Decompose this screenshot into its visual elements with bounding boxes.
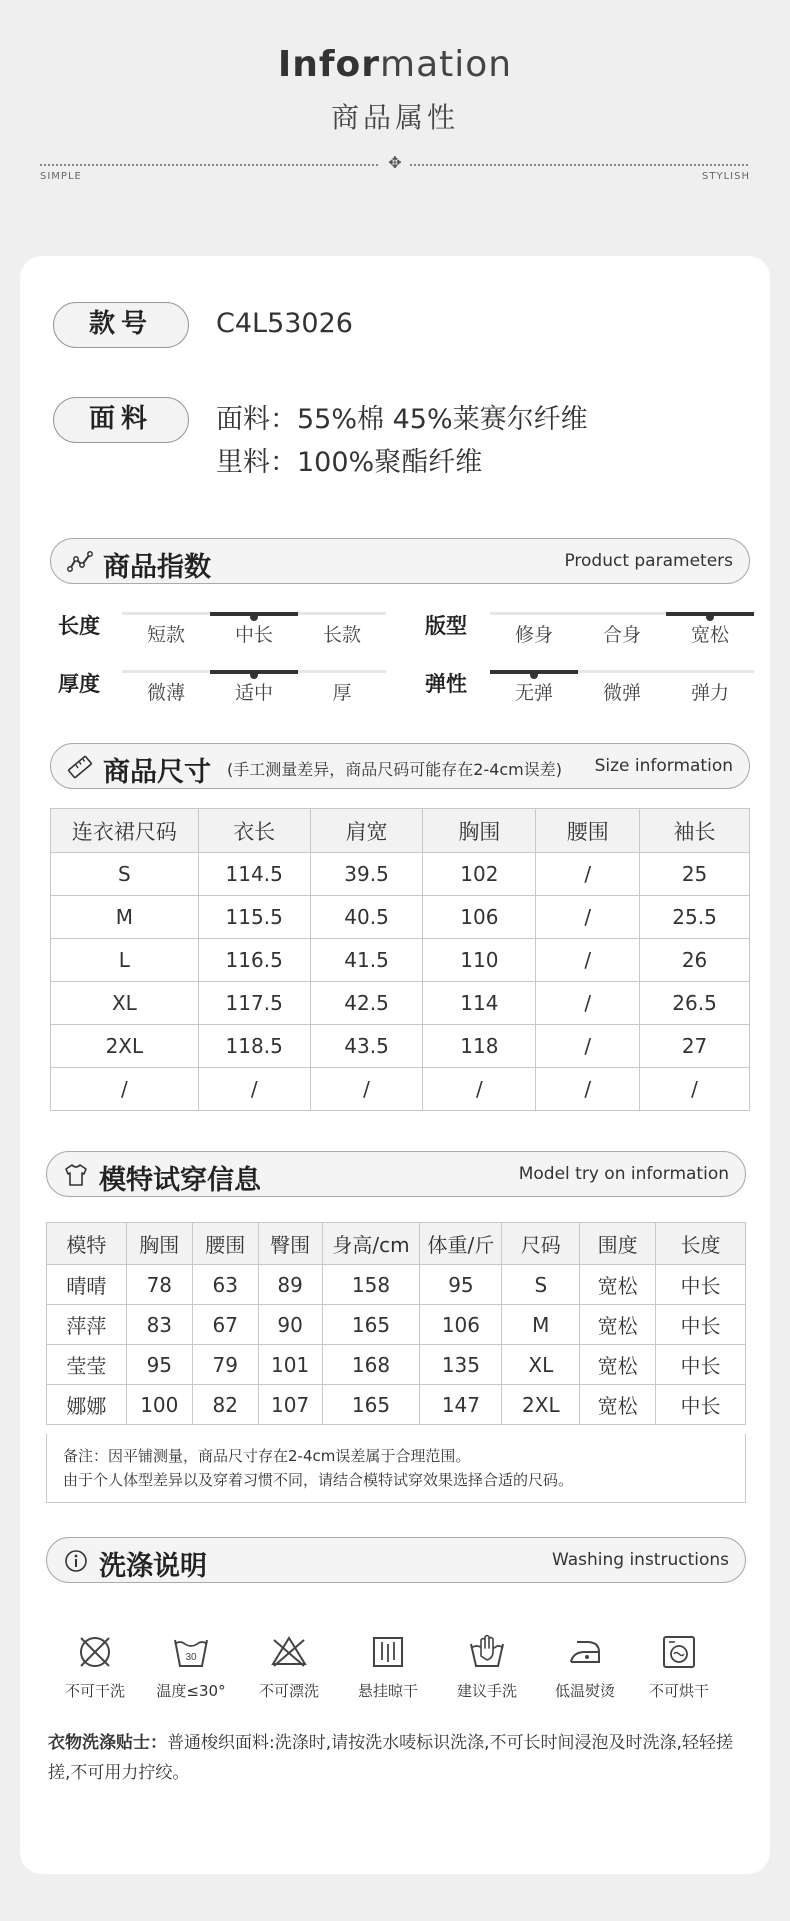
trend-line-icon [67,549,93,575]
table-cell: 中长 [656,1385,746,1425]
table-cell: XL [502,1345,580,1385]
model-note-line: 备注：因平铺测量，商品尺寸存在2-4cm误差属于合理范围。 [63,1447,471,1465]
table-cell: 82 [192,1385,258,1425]
table-cell: 25 [640,853,750,896]
table-cell: 168 [322,1345,420,1385]
table-cell: 115.5 [198,896,310,939]
table-cell: 101 [258,1345,322,1385]
table-cell: 118.5 [198,1025,310,1068]
param-label-length: 长度 [58,614,100,638]
table-header-cell: 衣长 [198,809,310,853]
table-cell: / [310,1068,423,1111]
tag-stylish: STYLISH [702,171,750,182]
table-cell: 晴晴 [47,1265,127,1305]
divider-right [410,164,748,166]
wash-label: 悬挂晾干 [357,1682,418,1700]
table-header-cell: 腰围 [192,1223,258,1265]
table-cell: 中长 [656,1265,746,1305]
section-title-en: Model try on information [518,1164,729,1184]
table-cell: 158 [322,1265,420,1305]
table-cell: 宽松 [580,1265,656,1305]
table-cell: 117.5 [198,982,310,1025]
wash-label: 温度≤30° [156,1682,226,1700]
table-cell: / [536,1068,640,1111]
table-cell: S [502,1265,580,1305]
no-bleach-item [244,1632,334,1701]
washing-instructions-header [46,1537,746,1583]
table-cell: 106 [423,896,536,939]
table-row [47,1385,746,1425]
no-dry-clean-icon [75,1632,115,1672]
table-cell: / [536,1025,640,1068]
table-header-cell: 连衣裙尺码 [51,809,199,853]
hand-wash-icon [467,1632,507,1672]
table-cell: 宽松 [580,1305,656,1345]
low-iron-icon [565,1632,605,1672]
table-cell: 娜娜 [47,1385,127,1425]
param-option: 弹力 [690,682,729,704]
table-cell: 95 [126,1345,192,1385]
size-information-header [50,743,750,789]
table-cell: 118 [423,1025,536,1068]
table-cell: L [51,939,199,982]
table-cell: 89 [258,1265,322,1305]
table-cell: 中长 [656,1305,746,1345]
table-cell: 40.5 [310,896,423,939]
table-cell: 26 [640,939,750,982]
tag-simple: SIMPLE [40,171,82,182]
table-cell: 83 [126,1305,192,1345]
table-cell: 100 [126,1385,192,1425]
table-cell: 宽松 [580,1385,656,1425]
table-cell: / [536,939,640,982]
table-cell: 78 [126,1265,192,1305]
section-title-en: Washing instructions [551,1550,729,1570]
washing-tip [48,1728,752,1788]
param-option: 微薄 [146,682,185,704]
fabric-label: 面料 [53,397,189,443]
table-header-cell: 胸围 [126,1223,192,1265]
table-cell: 宽松 [580,1345,656,1385]
page-title: Information [277,44,513,85]
section-title: 商品指数 [103,552,211,583]
table-header-row [47,1223,746,1265]
product-parameters-header [50,538,750,584]
param-selected-dot [706,613,714,621]
wash-label: 不可漂洗 [258,1682,319,1700]
table-cell: S [51,853,199,896]
param-option: 合身 [602,624,641,646]
wash-label: 不可干洗 [64,1682,125,1700]
table-cell: 67 [192,1305,258,1345]
param-option: 修身 [514,624,553,646]
table-row [51,1025,750,1068]
style-number-value: C4L53026 [216,308,353,339]
divider-left [40,164,378,166]
washing-tip-label: 衣物洗涤贴士： [48,1733,167,1753]
table-header-cell: 胸围 [423,809,536,853]
hand-wash-item [442,1632,532,1701]
size-note: (手工测量差异，商品尺码可能存在2-4cm误差) [227,760,563,779]
table-cell: 莹莹 [47,1345,127,1385]
table-header-row [51,809,750,853]
param-option: 微弹 [602,682,641,704]
table-cell: 114 [423,982,536,1025]
model-table [46,1222,746,1425]
table-cell: 萍萍 [47,1305,127,1345]
section-title-en: Size information [594,756,733,776]
table-header-cell: 长度 [656,1223,746,1265]
tshirt-icon [63,1162,89,1188]
table-cell: 41.5 [310,939,423,982]
param-selected-dot [250,671,258,679]
table-cell: 25.5 [640,896,750,939]
table-header-cell: 袖长 [640,809,750,853]
table-header-cell: 尺码 [502,1223,580,1265]
table-header-cell: 模特 [47,1223,127,1265]
hang-dry-icon [368,1632,408,1672]
table-cell: / [640,1068,750,1111]
hang-dry-item [343,1632,433,1701]
no-bleach-icon [269,1632,309,1672]
table-cell: 114.5 [198,853,310,896]
table-cell: 110 [423,939,536,982]
fabric-line-outer: 面料：55%棉 45%莱赛尔纤维 [216,404,588,435]
param-option: 长款 [322,624,361,646]
table-cell: / [51,1068,199,1111]
model-note [46,1434,746,1503]
no-dry-clean-item [50,1632,140,1701]
table-row [51,982,750,1025]
table-cell: 102 [423,853,536,896]
fabric-line-lining: 里料：100%聚酯纤维 [216,447,483,478]
wash-label: 建议手洗 [456,1682,517,1700]
table-cell: 165 [322,1385,420,1425]
table-header-cell: 臀围 [258,1223,322,1265]
table-cell: 2XL [502,1385,580,1425]
table-cell: 42.5 [310,982,423,1025]
table-cell: 79 [192,1345,258,1385]
table-cell: / [536,853,640,896]
table-row [47,1265,746,1305]
no-tumble-dry-icon [659,1632,699,1672]
table-cell: 27 [640,1025,750,1068]
table-row [47,1305,746,1345]
table-cell: 中长 [656,1345,746,1385]
section-title: 模特试穿信息 [99,1165,261,1196]
table-header-cell: 肩宽 [310,809,423,853]
table-cell: 43.5 [310,1025,423,1068]
table-cell: M [51,896,199,939]
param-option: 无弹 [514,682,553,704]
param-label-elasticity: 弹性 [425,672,467,696]
table-cell: 165 [322,1305,420,1345]
table-header-cell: 围度 [580,1223,656,1265]
param-option: 宽松 [690,624,729,646]
table-row [51,1068,750,1111]
table-row [47,1345,746,1385]
table-cell: / [198,1068,310,1111]
table-cell: 107 [258,1385,322,1425]
param-selected-dot [530,671,538,679]
table-cell: 2XL [51,1025,199,1068]
model-note-line: 由于个人体型差异以及穿着习惯不同，请结合模特试穿效果选择合适的尺码。 [63,1471,574,1489]
table-header-cell: 体重/斤 [420,1223,502,1265]
section-title: 洗涤说明 [99,1551,207,1582]
table-cell: 147 [420,1385,502,1425]
model-try-on-header [46,1151,746,1197]
no-tumble-dry-item [634,1632,724,1701]
table-cell: 106 [420,1305,502,1345]
table-row [51,853,750,896]
table-header-cell: 身高/cm [322,1223,420,1265]
table-cell: XL [51,982,199,1025]
section-title: 商品尺寸 [103,757,211,788]
wash-label: 低温熨烫 [554,1682,615,1700]
info-circle-icon [63,1548,89,1574]
size-table [50,808,750,1111]
table-row [51,896,750,939]
param-label-thickness: 厚度 [58,672,100,696]
ruler-icon [67,754,93,780]
table-cell: / [536,896,640,939]
table-cell: 26.5 [640,982,750,1025]
table-cell: M [502,1305,580,1345]
table-cell: 116.5 [198,939,310,982]
table-cell: 63 [192,1265,258,1305]
wash-label: 不可烘干 [648,1682,709,1700]
param-selected-dot [250,613,258,621]
param-option: 中长 [234,624,273,646]
wash-30-item [146,1632,236,1701]
table-cell: / [536,982,640,1025]
table-cell: 135 [420,1345,502,1385]
cross-icon: ✥ [388,153,402,172]
washing-tip-text: 普通梭织面料:洗涤时,请按洗水唛标识洗涤,不可长时间浸泡及时洗涤,轻轻搓搓,不可用力拧绞。 [48,1733,733,1783]
style-number-label: 款号 [53,302,189,348]
table-cell: 39.5 [310,853,423,896]
table-cell: 95 [420,1265,502,1305]
low-iron-item [540,1632,630,1701]
param-label-fit: 版型 [425,614,467,638]
param-option: 厚 [332,682,352,704]
param-option: 适中 [234,682,273,704]
param-option: 短款 [146,624,185,646]
wash-30-icon [171,1632,211,1672]
table-cell: / [423,1068,536,1111]
table-header-cell: 腰围 [536,809,640,853]
section-title-en: Product parameters [564,551,733,571]
wash-tub-text: 30 [185,1652,197,1663]
page-subtitle: 商品属性 [330,101,459,134]
table-row [51,939,750,982]
table-cell: 90 [258,1305,322,1345]
